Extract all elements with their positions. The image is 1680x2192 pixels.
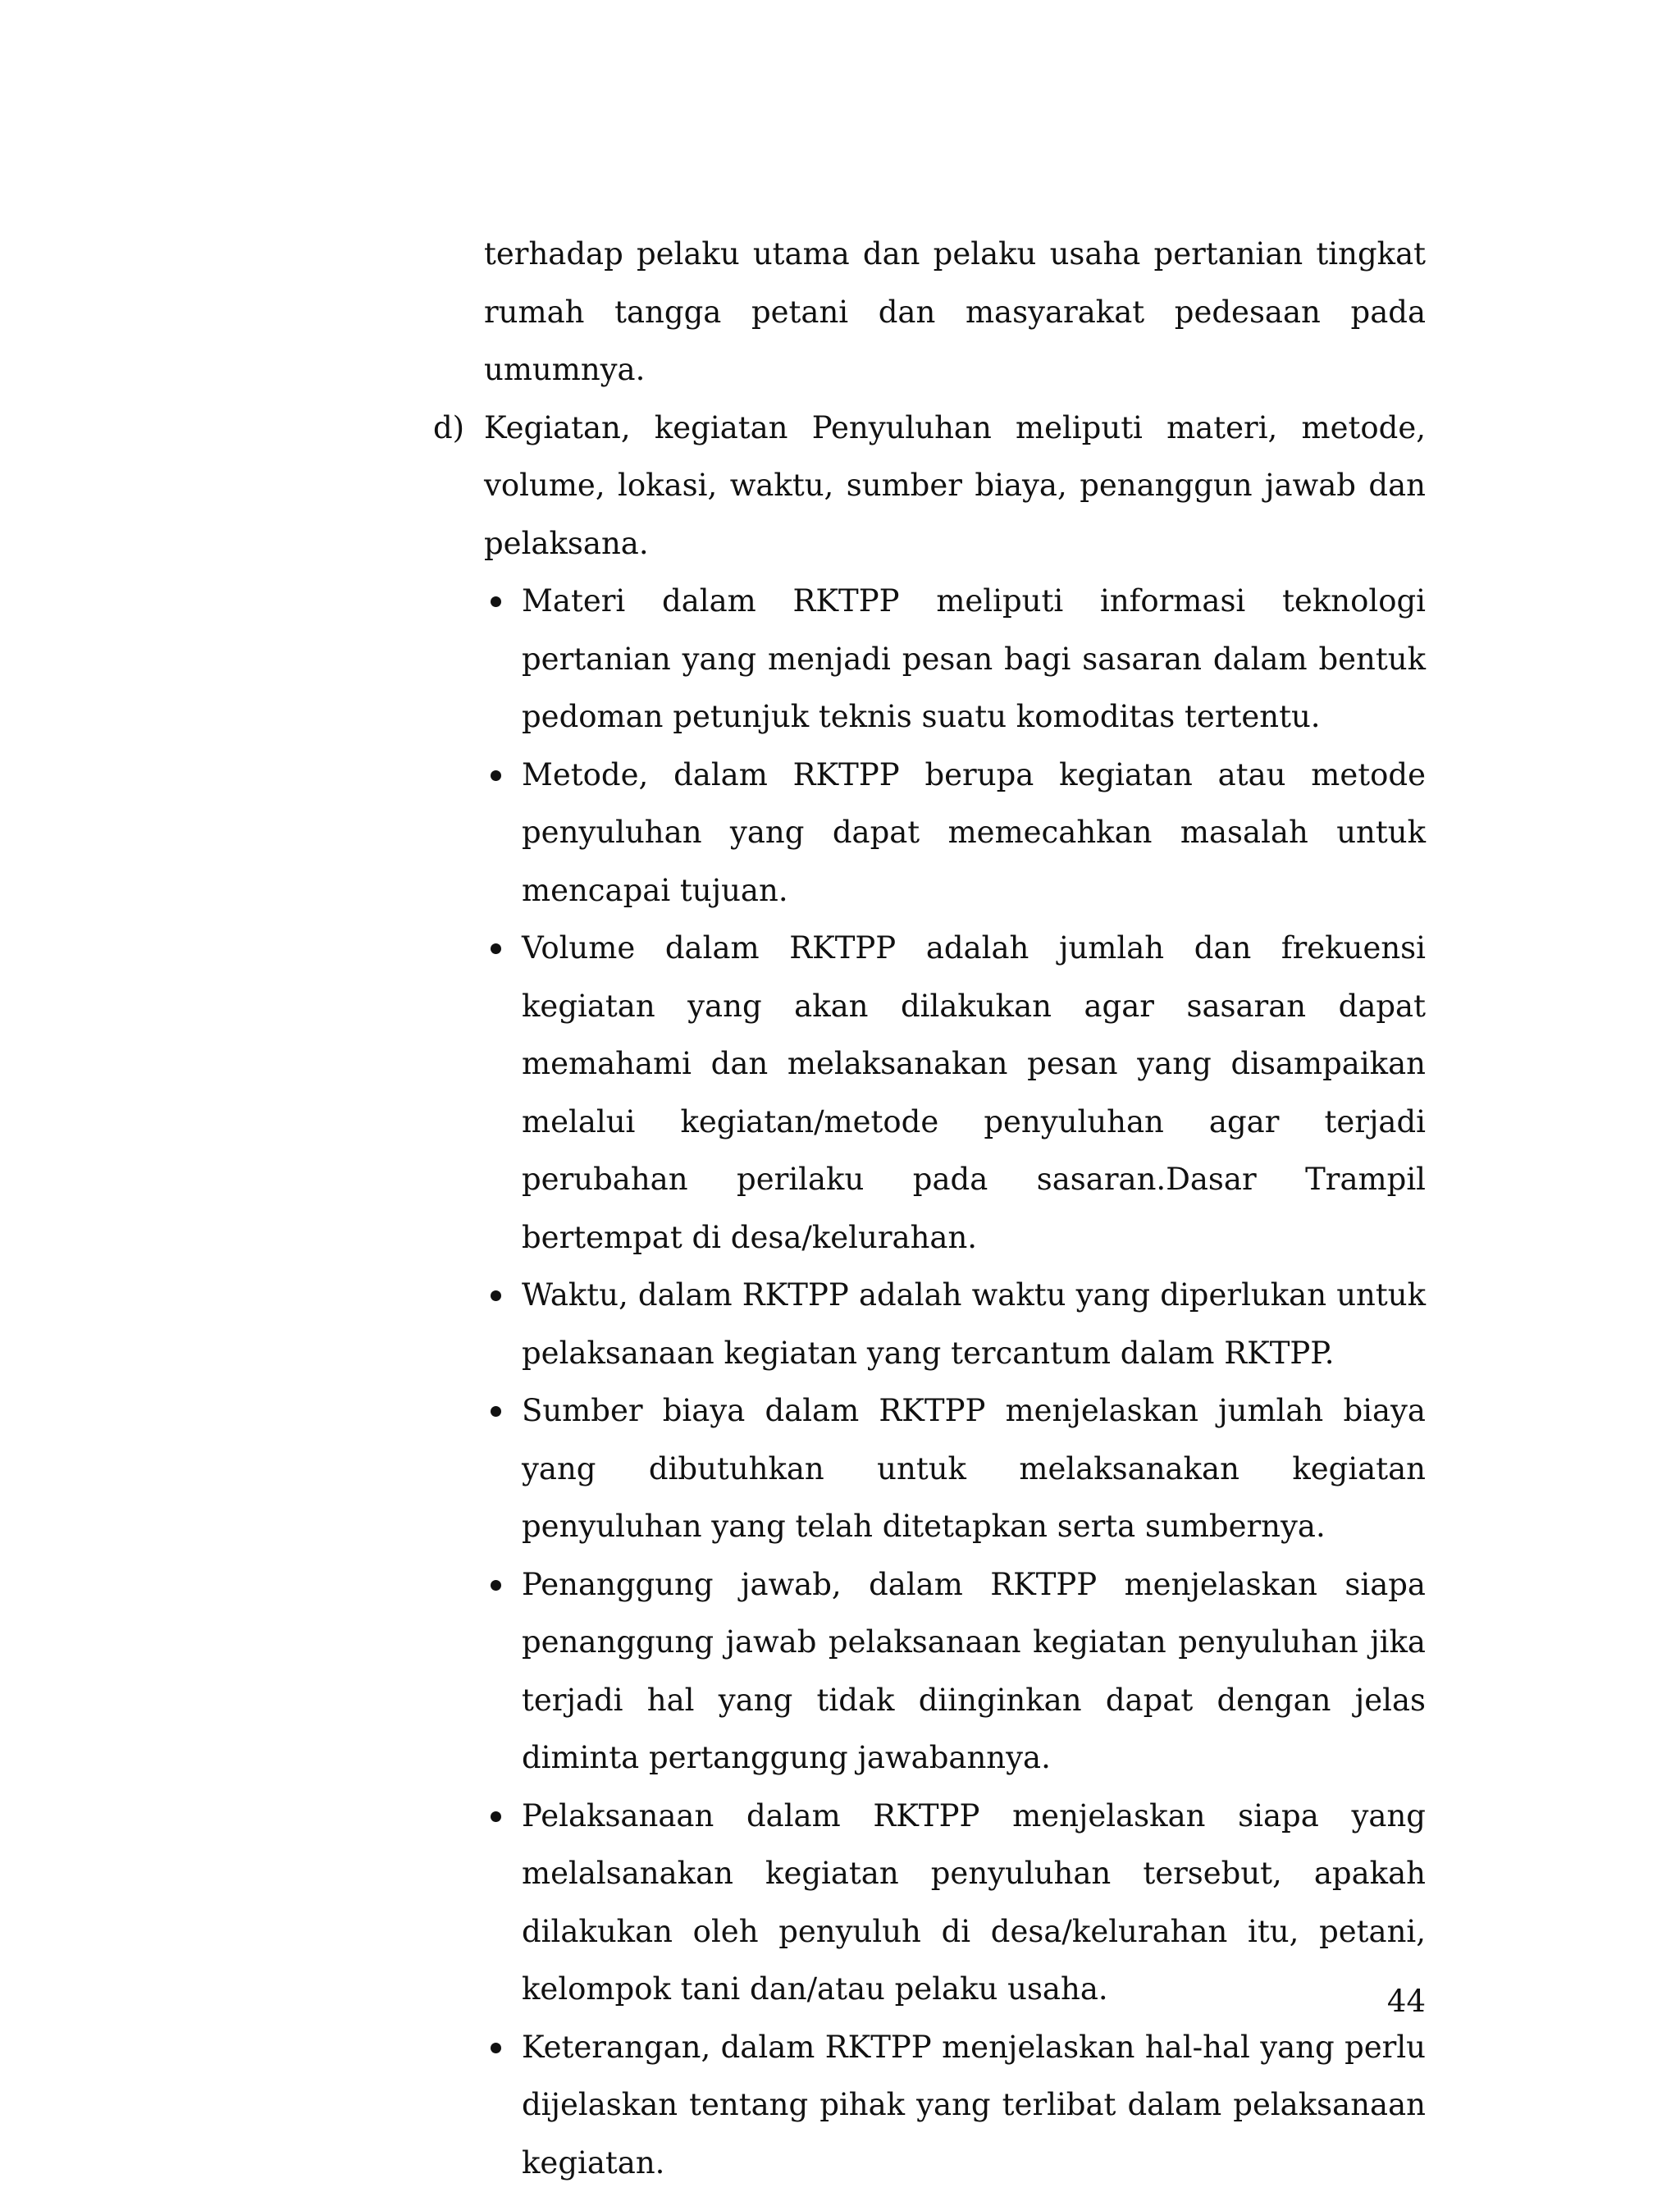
bullet-item-materi	[484, 573, 1426, 747]
bullet-text: Keterangan, dalam RKTPP menjelaskan hal-hal yang perlu dijelaskan tentang pihak yang terlibat dalam pelaksanaan kegiatan.	[522, 2019, 1426, 2192]
bullet-icon	[484, 1267, 522, 1382]
continuation-paragraph: terhadap pelaku utama dan pelaku usaha pertanian tingkat rumah tangga petani dan masyarakat pedesaan pada umumnya.	[484, 226, 1426, 400]
bullet-item-metode	[484, 747, 1426, 920]
page-number: 44	[1345, 1973, 1426, 2030]
bullet-item-keterangan	[484, 2019, 1426, 2192]
bullet-item-pelaksanaan	[484, 1788, 1426, 2019]
bullet-list	[484, 573, 1426, 2192]
bullet-icon	[484, 2019, 522, 2192]
bullet-icon	[484, 747, 522, 920]
bullet-text: Volume dalam RKTPP adalah jumlah dan frekuensi kegiatan yang akan dilakukan agar sasaran dapat memahami dan melaksanakan pesan yang disampaikan melalui kegiatan/metode penyuluhan agar terjadi perubahan perilaku pada sasaran.Dasar Trampil bertempat di desa/kelurahan.	[522, 920, 1426, 1267]
bullet-text: Waktu, dalam RKTPP adalah waktu yang diperlukan untuk pelaksanaan kegiatan yang tercantum dalam RKTPP.	[522, 1267, 1426, 1382]
bullet-icon	[484, 1788, 522, 2019]
body-text	[433, 226, 1426, 2192]
bullet-item-sumber-biaya	[484, 1382, 1426, 1556]
bullet-icon	[484, 573, 522, 747]
bullet-text: Pelaksanaan dalam RKTPP menjelaskan siapa yang melalsanakan kegiatan penyuluhan tersebut, apakah dilakukan oleh penyuluh di desa/kelurahan itu, petani, kelompok tani dan/atau pelaku usaha.	[522, 1788, 1426, 2019]
bullet-text: Materi dalam RKTPP meliputi informasi teknologi pertanian yang menjadi pesan bagi sasaran dalam bentuk pedoman petunjuk teknis suatu komoditas tertentu.	[522, 573, 1426, 747]
bullet-text: Sumber biaya dalam RKTPP menjelaskan jumlah biaya yang dibutuhkan untuk melaksanakan kegiatan penyuluhan yang telah ditetapkan serta sumbernya.	[522, 1382, 1426, 1556]
bullet-icon	[484, 1556, 522, 1788]
bullet-item-penanggung-jawab	[484, 1556, 1426, 1788]
list-marker-d: d)	[433, 400, 484, 573]
bullet-item-volume	[484, 920, 1426, 1267]
bullet-icon	[484, 1382, 522, 1556]
bullet-text: Metode, dalam RKTPP berupa kegiatan atau metode penyuluhan yang dapat memecahkan masalah untuk mencapai tujuan.	[522, 747, 1426, 920]
bullet-icon	[484, 920, 522, 1267]
bullet-item-waktu	[484, 1267, 1426, 1382]
list-item-d	[433, 400, 1426, 573]
bullet-text: Penanggung jawab, dalam RKTPP menjelaskan siapa penanggung jawab pelaksanaan kegiatan penyuluhan jika terjadi hal yang tidak diinginkan dapat dengan jelas diminta pertanggung jawabannya.	[522, 1556, 1426, 1788]
list-item-d-text: Kegiatan, kegiatan Penyuluhan meliputi materi, metode, volume, lokasi, waktu, sumber biaya, penanggun jawab dan pelaksana.	[484, 400, 1426, 573]
